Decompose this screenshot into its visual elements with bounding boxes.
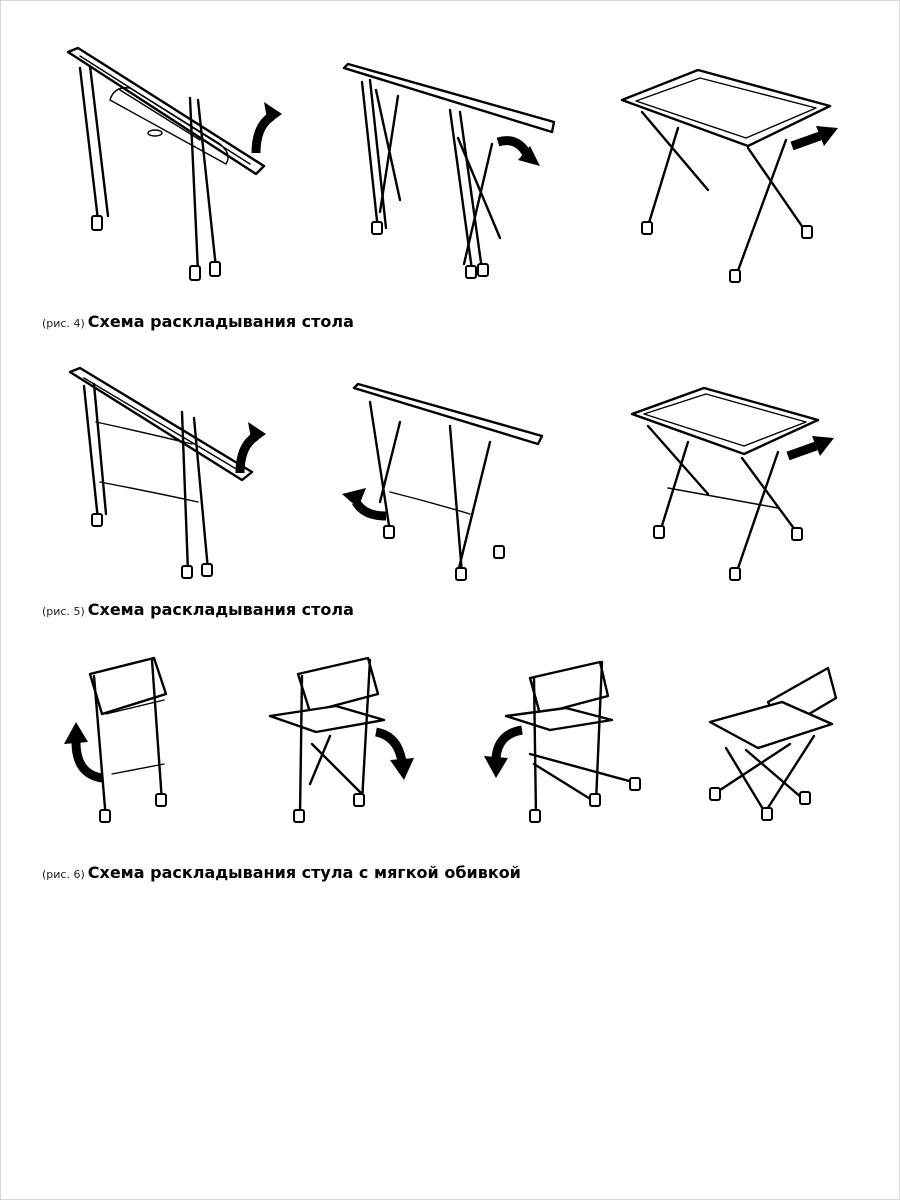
- fig4-step1-folded-table: [50, 40, 290, 290]
- fig4-caption: [42, 312, 354, 331]
- fig4-ref: (рис. 4): [42, 317, 85, 330]
- fig4-step2-half-open-table: [340, 60, 570, 290]
- fig6-step2-arrow-icon: [372, 726, 416, 782]
- fig5-step2-arrow-icon: [340, 482, 390, 522]
- fig6-caption: [42, 863, 521, 882]
- fig6-step4-open-chair: [706, 664, 846, 824]
- fig4-step1-arrow-icon: [248, 98, 288, 158]
- fig6-step1-arrow-icon: [62, 718, 106, 782]
- fig4-step2-arrow-icon: [494, 132, 544, 172]
- fig5-caption: [42, 600, 354, 619]
- fig6-title: Схема раскладывания стула с мягкой обивкой: [87, 863, 521, 882]
- fig4-step3-arrow-icon: [790, 122, 840, 152]
- fig6-ref: (рис. 6): [42, 868, 85, 881]
- fig5-title: Схема раскладывания стола: [87, 600, 354, 619]
- fig4-title: Схема раскладывания стола: [87, 312, 354, 331]
- fig6-step3-arrow-icon: [482, 724, 526, 780]
- fig5-step1-arrow-icon: [232, 418, 272, 478]
- fig5-ref: (рис. 5): [42, 605, 85, 618]
- fig4-step3-open-table: [618, 66, 848, 286]
- fig5-step3-open-table: [628, 384, 838, 584]
- fig5-step3-arrow-icon: [786, 432, 836, 462]
